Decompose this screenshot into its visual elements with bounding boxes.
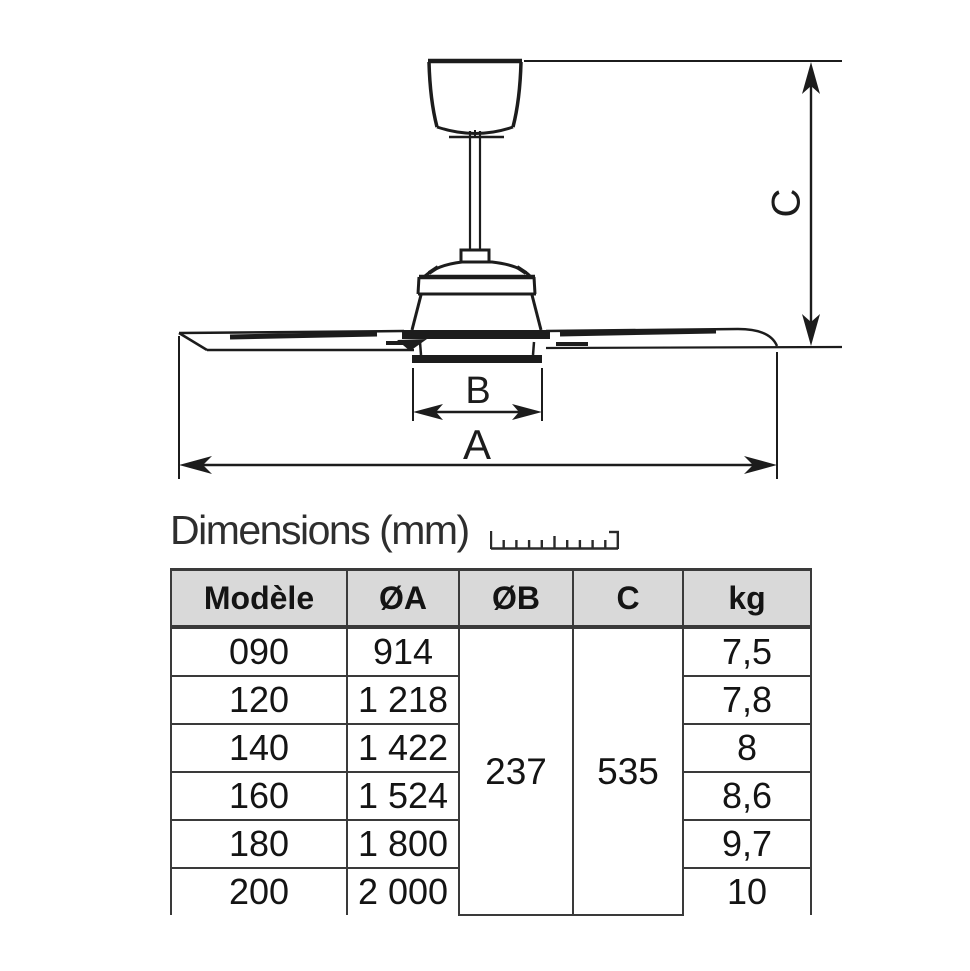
ruler-icon	[490, 529, 619, 550]
cell-dia-a: 1 422	[347, 724, 459, 772]
table-header-row	[171, 570, 811, 628]
dimensions-table	[170, 568, 812, 916]
dimension-label-c: C	[764, 188, 809, 218]
cell-dia-a: 914	[347, 627, 459, 676]
cell-model: 200	[171, 868, 347, 915]
ceiling-canopy	[428, 61, 522, 137]
dimension-b	[413, 368, 542, 421]
cell-dia-a: 2 000	[347, 868, 459, 915]
cell-model: 090	[171, 627, 347, 676]
section-heading	[170, 507, 619, 553]
cell-kg: 10	[683, 868, 811, 915]
fan-blade-right	[546, 329, 842, 348]
cell-c-merged: 535	[573, 627, 683, 915]
cell-model: 180	[171, 820, 347, 868]
dimension-label-b: B	[465, 370, 491, 412]
col-header-dia-a: ØA	[347, 570, 459, 628]
cell-model: 120	[171, 676, 347, 724]
dimension-label-a: A	[462, 421, 492, 468]
table-row	[171, 627, 811, 676]
col-header-dia-b: ØB	[459, 570, 573, 628]
cell-dia-a: 1 218	[347, 676, 459, 724]
cell-dia-b-merged: 237	[459, 627, 573, 915]
cell-kg: 8	[683, 724, 811, 772]
cell-dia-a: 1 800	[347, 820, 459, 868]
fan-blade-left	[179, 331, 414, 350]
cell-model: 160	[171, 772, 347, 820]
col-header-c: C	[573, 570, 683, 628]
cell-model: 140	[171, 724, 347, 772]
col-header-modele: Modèle	[171, 570, 347, 628]
col-header-kg: kg	[683, 570, 811, 628]
cell-kg: 8,6	[683, 772, 811, 820]
cell-kg: 7,8	[683, 676, 811, 724]
cell-dia-a: 1 524	[347, 772, 459, 820]
dimension-c	[524, 61, 842, 346]
downrod	[470, 131, 480, 250]
section-title: Dimensions (mm)	[170, 507, 469, 553]
motor-housing	[397, 262, 550, 363]
cell-kg: 7,5	[683, 627, 811, 676]
cell-kg: 9,7	[683, 820, 811, 868]
